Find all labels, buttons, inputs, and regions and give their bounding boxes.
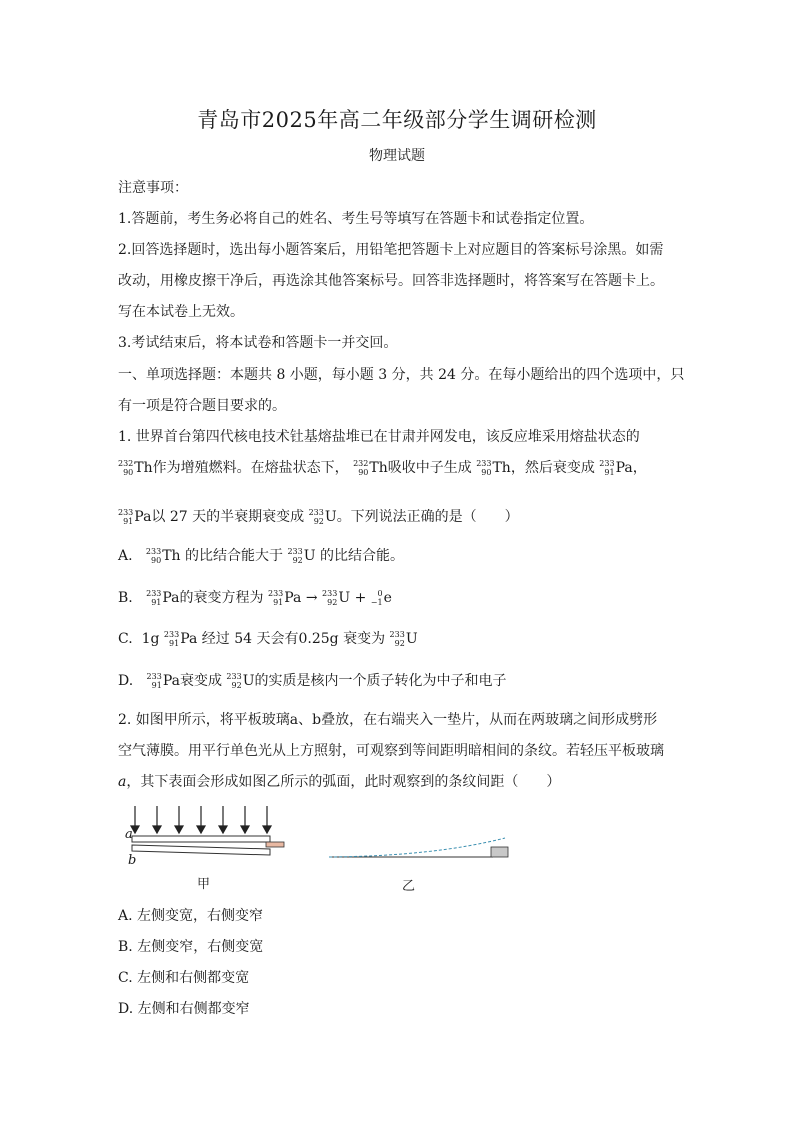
q2-option-d[interactable]: D. 左侧和右侧都变窄 (118, 1001, 250, 1017)
glass-plate-a (132, 836, 270, 842)
plate-b-label: b (128, 853, 137, 868)
q2-stem-line-1: 2. 如图甲所示，将平板玻璃a、b叠放，在右端夹入一垫片，从而在两玻璃之间形成劈形 (118, 712, 658, 728)
spacer-shim (266, 842, 284, 847)
notice-item-3: 3.考试结束后，将本试卷和答题卡一并交回。 (118, 335, 398, 351)
notice-item-2-line-3: 写在本试卷上无效。 (118, 304, 244, 320)
page-subtitle: 物理试题 (369, 148, 425, 164)
q2-option-a[interactable]: A. 左侧变宽，右侧变窄 (118, 908, 264, 924)
q1-option-c[interactable]: C. 1g 233 91 Pa 经过 54 天会有0.25g 衰变为 233 92 U (118, 630, 418, 648)
notice-item-2-line-1: 2.回答选择题时，选出每小题答案后，用铅笔把答题卡上对应题目的答案标号涂黑。如需 (118, 242, 664, 258)
notice-heading: 注意事项： (118, 180, 188, 196)
notice-item-2-line-2: 改动，用橡皮擦干净后，再选涂其他答案标号。回答非选择题时，将答案写在答题卡上。 (118, 273, 664, 289)
q1-stem-line-3: 233 91 Pa以 27 天的半衰期衰变成 233 92 U。下列说法正确的是（ ） (118, 508, 519, 526)
q1-stem-line-2: 232 90 Th作为增殖燃料。在熔盐状态下， 232 90 Th吸收中子生成 233 90 Th，然后衰变成 233 91 Pa， (118, 459, 647, 477)
page-title: 青岛市2025年高二年级部分学生调研检测 (197, 108, 597, 132)
q1-option-a[interactable]: A. 233 90 Th 的比结合能大于 233 92 U 的比结合能。 (118, 547, 405, 565)
curved-upper-surface (329, 838, 505, 857)
section-1-instructions-line-1: 一、单项选择题：本题共 8 小题，每小题 3 分，共 24 分。在每小题给出的四个选项中，只 (118, 367, 685, 383)
th232-notation: 232 90 (118, 459, 134, 477)
glass-plate-b (132, 845, 270, 855)
q2-stem-line-2: 空气薄膜。用平行单色光从上方照射，可观察到等间距明暗相间的条纹。若轻压平板玻璃 (118, 743, 664, 759)
section-1-instructions-line-2: 有一项是符合题目要求的。 (118, 398, 286, 414)
q2-stem-line-3: a，其下表面会形成如图乙所示的弧面，此时观察到的条纹间距（ ） (118, 774, 561, 790)
spacer-block (491, 847, 508, 857)
incident-light-arrows (131, 806, 271, 833)
figure-yi-curved-film-diagram (325, 830, 515, 865)
q1-option-d[interactable]: D. 233 91 Pa衰变成 233 92 U的实质是核内一个质子转化为中子和电子 (118, 672, 507, 690)
q2-option-c[interactable]: C. 左侧和右侧都变宽 (118, 970, 250, 986)
q1-stem-line-1: 1. 世界首台第四代核电技术钍基熔盐堆已在甘肃并网发电，该反应堆采用熔盐状态的 (118, 429, 640, 445)
q1-option-b[interactable]: B. 233 91 Pa的衰变方程为 233 91 Pa → 233 92 U + 0 −1 e (118, 589, 392, 607)
plate-a-label: a (125, 827, 133, 842)
q2-option-b[interactable]: B. 左侧变窄，右侧变宽 (118, 939, 264, 955)
figure-jia-wedge-diagram (120, 800, 290, 870)
figure-jia-caption: 甲 (197, 877, 211, 892)
figure-yi-caption: 乙 (402, 879, 416, 894)
notice-item-1: 1.答题前，考生务必将自己的姓名、考生号等填写在答题卡和试卷指定位置。 (118, 211, 594, 227)
